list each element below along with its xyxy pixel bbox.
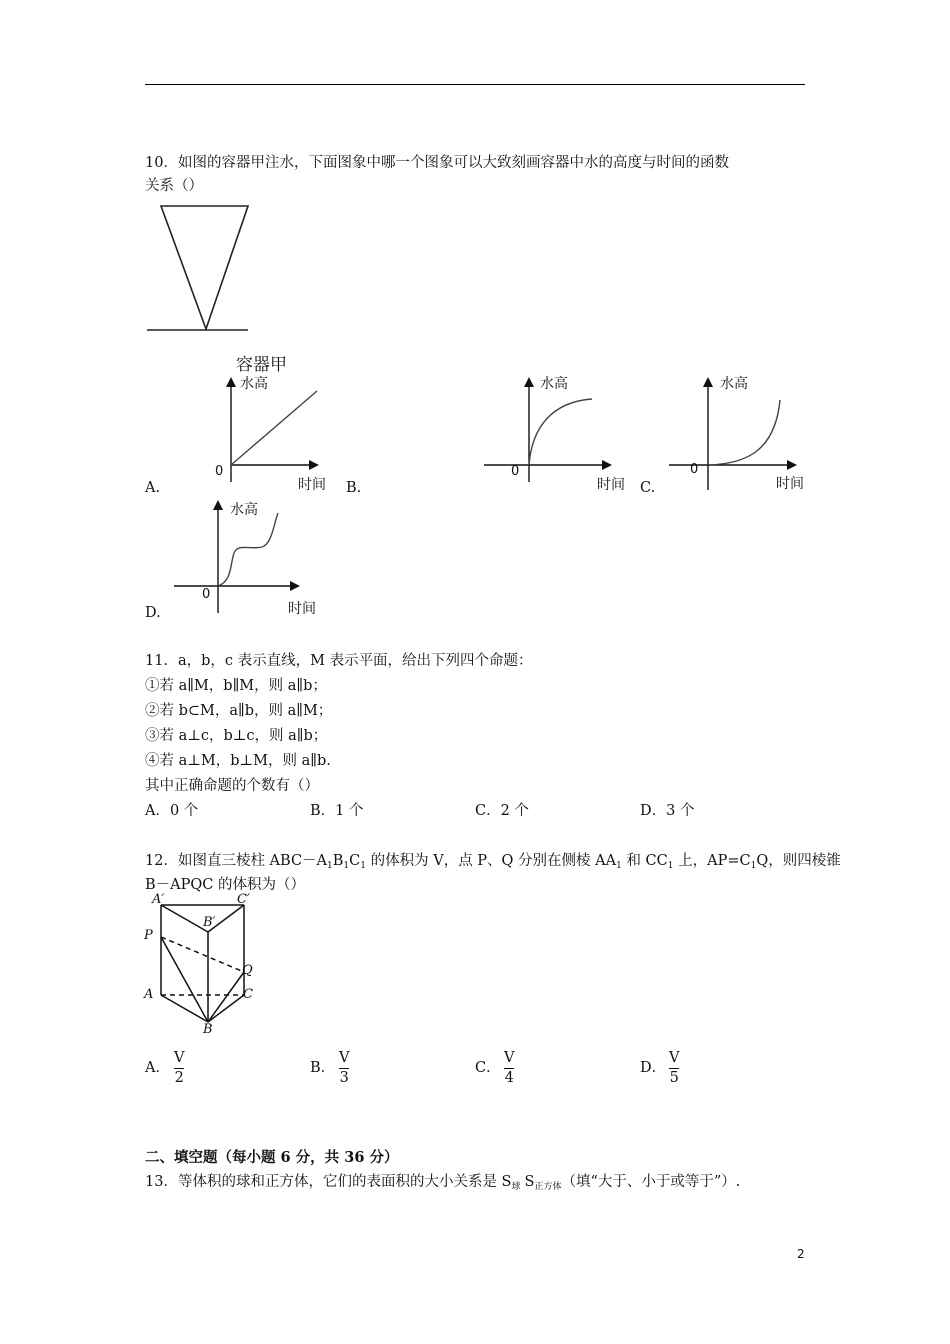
option-c-label: C. bbox=[640, 480, 656, 496]
label-b: B bbox=[203, 1022, 213, 1037]
graph-b-ylabel: 水高 bbox=[540, 376, 568, 392]
q10-stem-line2: 关系（） bbox=[145, 178, 203, 194]
label-a: A bbox=[144, 987, 154, 1002]
graph-a-curve bbox=[231, 391, 317, 465]
graph-a-origin: 0 bbox=[215, 464, 224, 479]
q11-proposition-2: ②若 b⊂M，a∥b，则 a∥M； bbox=[145, 703, 333, 719]
graph-a-ylabel: 水高 bbox=[240, 376, 268, 392]
graph-a-xlabel: 时间 bbox=[298, 477, 326, 493]
q12-option-a-label: A． bbox=[145, 1060, 170, 1076]
q12-option-c-label: C． bbox=[475, 1060, 501, 1076]
graph-b-origin: 0 bbox=[511, 464, 520, 479]
container-figure bbox=[140, 198, 260, 338]
q11-option-b: B．1 个 bbox=[310, 803, 364, 819]
q11-proposition-1: ①若 a∥M，b∥M，则 a∥b； bbox=[145, 678, 327, 694]
q12-option-b-label: B． bbox=[310, 1060, 336, 1076]
q11-option-c: C．2 个 bbox=[475, 803, 529, 819]
graph-d-curve bbox=[218, 513, 278, 586]
q11-option-d: D．3 个 bbox=[640, 803, 695, 819]
option-d-label: D. bbox=[145, 605, 161, 621]
q11-stem: 11．a，b，c 表示直线，M 表示平面，给出下列四个命题： bbox=[145, 653, 533, 669]
label-a-prime: A′ bbox=[152, 892, 165, 907]
q13-stem: 13．等体积的球和正方体，它们的表面积的大小关系是 $S_球$ $S_{正方体}$（填“大于、小于或等于”）. bbox=[145, 1174, 741, 1192]
label-b-prime: B′ bbox=[203, 915, 216, 930]
graph-c-ylabel: 水高 bbox=[720, 376, 748, 392]
q12-stem-line1: 12．如图直三棱柱 $ABC-A_1B_1C_1$ 的体积为 V，点 P、Q 分别在侧棱 $AA_1$ 和 $CC_1$ 上，$AP=C_1Q$，则四棱锥 bbox=[145, 853, 841, 871]
graph-c-curve bbox=[708, 400, 780, 465]
q11-question: 其中正确命题的个数有（） bbox=[145, 778, 319, 794]
q12-stem-line2: B－APQC 的体积为（） bbox=[145, 877, 305, 893]
graph-c-xlabel: 时间 bbox=[776, 476, 804, 492]
graph-d-ylabel: 水高 bbox=[230, 502, 258, 518]
graph-c-origin: 0 bbox=[690, 462, 699, 477]
graph-d-xlabel: 时间 bbox=[288, 601, 316, 617]
q12-option-d-fraction: V 5 bbox=[669, 1050, 680, 1086]
graph-b-xlabel: 时间 bbox=[597, 477, 625, 493]
label-c: C bbox=[243, 987, 253, 1002]
option-b-label: B. bbox=[346, 480, 362, 496]
q12-option-b-fraction: V 3 bbox=[339, 1050, 350, 1086]
label-c-prime: C′ bbox=[237, 892, 250, 907]
q11-option-a: A．0 个 bbox=[145, 803, 199, 819]
graph-b-curve bbox=[529, 399, 592, 465]
header-rule bbox=[145, 84, 805, 85]
page-number: 2 bbox=[797, 1247, 805, 1261]
label-q: Q bbox=[242, 963, 253, 978]
q12-option-d-label: D． bbox=[640, 1060, 667, 1076]
section-2-title: 二、填空题（每小题 6 分，共 36 分） bbox=[145, 1149, 399, 1166]
label-p: P bbox=[144, 928, 153, 943]
q12-option-a-fraction: V 2 bbox=[174, 1050, 185, 1086]
q12-option-c-fraction: V 4 bbox=[504, 1050, 515, 1086]
q10-stem-line1: 10．如图的容器甲注水，下面图象中哪一个图象可以大致刻画容器中水的高度与时间的函数 bbox=[145, 155, 729, 171]
q11-proposition-3: ③若 a⊥c，b⊥c，则 a∥b； bbox=[145, 728, 328, 744]
option-a-label: A. bbox=[145, 480, 161, 496]
graph-d-origin: 0 bbox=[202, 587, 211, 602]
container-label: 容器甲 bbox=[236, 355, 287, 375]
q11-proposition-4: ④若 a⊥M，b⊥M，则 a∥b. bbox=[145, 753, 331, 769]
